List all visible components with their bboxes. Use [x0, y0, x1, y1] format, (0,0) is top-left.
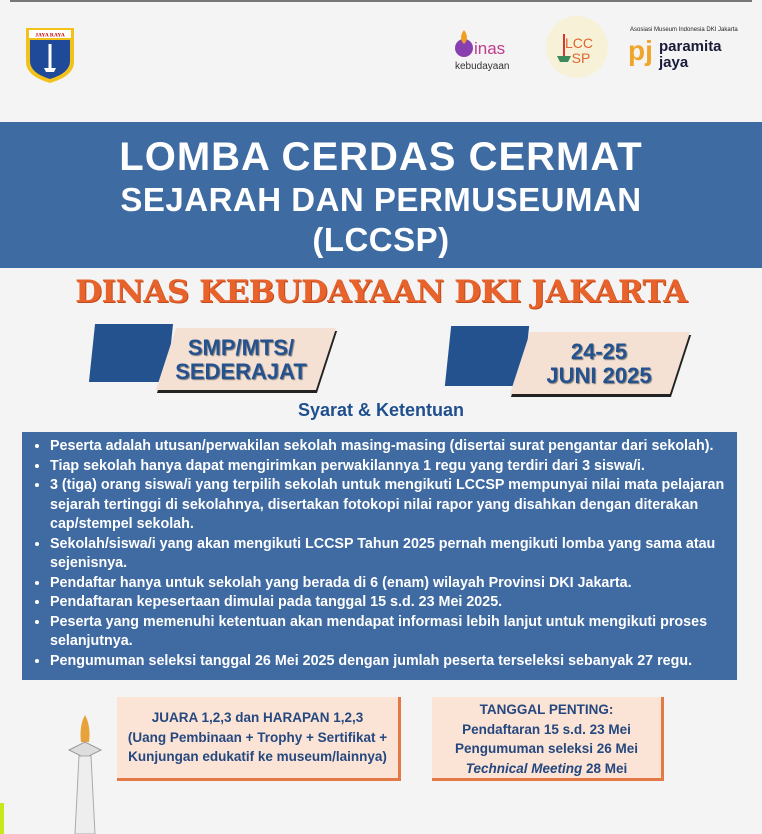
- organizer-heading: DINAS KEBUDAYAAN DKI JAKARTA: [75, 274, 687, 310]
- prizes-line-2: (Uang Pembinaan + Trophy + Sertifikat +: [127, 729, 388, 745]
- rule-item: • Peserta yang memenuhi ketentuan akan mendapat informasi lebih lanjut untuk mengikuti proses selanjutnya.: [50, 613, 729, 652]
- rule-item: • Tiap sekolah hanya dapat mengirimkan perwakilannya 1 regu yang terdiri dari 3 siswa/i.: [50, 457, 729, 477]
- top-divider: [10, 0, 752, 2]
- prizes-line-1: JUARA 1,2,3 dan HARAPAN 1,2,3: [151, 710, 364, 725]
- important-dates-box: [432, 697, 664, 781]
- dinas-kebudayaan-logo: [452, 24, 527, 74]
- svg-text:kebudayaan: kebudayaan: [455, 61, 510, 72]
- rules-list: [22, 432, 737, 680]
- technical-meeting-date: 28 Mei: [582, 760, 628, 776]
- date-badge: [444, 326, 694, 398]
- rule-item: • Pengumuman seleksi tanggal 26 Mei 2025 dengan jumlah peserta terseleksi sebanyak 27 regu.: [50, 652, 729, 672]
- date-line-2: JUNI 2025: [546, 363, 652, 388]
- monas-monument-illustration: [55, 712, 115, 834]
- level-line-2: SEDERAJAT: [175, 359, 307, 384]
- title-line-1: LOMBA CERDAS CERMAT: [119, 135, 643, 179]
- dates-title: TANGGAL PENTING:: [479, 702, 614, 717]
- svg-text:LCC: LCC: [564, 35, 594, 51]
- rule-item: • Peserta adalah utusan/perwakilan sekolah masing-masing (disertai surat pengantar dari sekolah).: [50, 437, 729, 457]
- svg-text:SP: SP: [571, 50, 591, 66]
- svg-text:jaya: jaya: [659, 54, 689, 71]
- dates-line-3: [432, 759, 661, 779]
- rule-item: • Pendaftar hanya untuk sekolah yang berada di 6 (enam) wilayah Provinsi DKI Jakarta.: [50, 574, 729, 594]
- svg-text:JAYA RAYA: JAYA RAYA: [35, 32, 65, 39]
- title-line-2: SEJARAH DAN PERMUSEUMAN: [120, 181, 642, 218]
- title-line-3: (LCCSP): [312, 221, 450, 258]
- prizes-box: [117, 697, 401, 781]
- paramita-jaya-logo: [628, 24, 743, 74]
- dates-line-1: Pendaftaran 15 s.d. 23 Mei: [462, 721, 631, 737]
- title-banner: [0, 122, 762, 268]
- svg-text:paramita: paramita: [659, 38, 722, 55]
- rule-item: • Sekolah/siswa/i yang akan mengikuti LCCSP Tahun 2025 pernah mengikuti lomba yang sama atau sejenisnya.: [50, 535, 729, 574]
- rule-item: • 3 (tiga) orang siswa/i yang terpilih sekolah untuk mengikuti LCCSP mempunyai nilai mata pelajaran sejarah tertinggi di sekolahnya, disertakan fotokopi nilai rapor yang disahkan dengan diterakan cap/stempel sekolah.: [50, 476, 729, 535]
- green-edge-decoration: [0, 803, 4, 834]
- level-line-1: SMP/MTS/: [187, 335, 295, 360]
- prizes-line-3: Kunjungan edukatif ke museum/lainnya): [128, 749, 387, 764]
- rule-item: • Pendaftaran kepesertaan dimulai pada tanggal 15 s.d. 23 Mei 2025.: [50, 593, 729, 613]
- jakarta-crest-logo: [24, 26, 76, 84]
- rules-heading: Syarat & Ketentuan: [297, 400, 465, 420]
- dates-line-2: Pengumuman seleksi 26 Mei: [454, 741, 639, 756]
- level-badge: [88, 322, 338, 394]
- svg-text:Asosiasi Museum Indonesia DKI: Asosiasi Museum Indonesia DKI Jakarta: [630, 27, 738, 33]
- svg-text:inas: inas: [474, 39, 506, 58]
- svg-text:pj: pj: [628, 35, 653, 66]
- technical-meeting-label: Technical Meeting: [465, 760, 583, 776]
- date-line-1: 24-25: [570, 339, 628, 364]
- lccsp-logo: [546, 16, 608, 78]
